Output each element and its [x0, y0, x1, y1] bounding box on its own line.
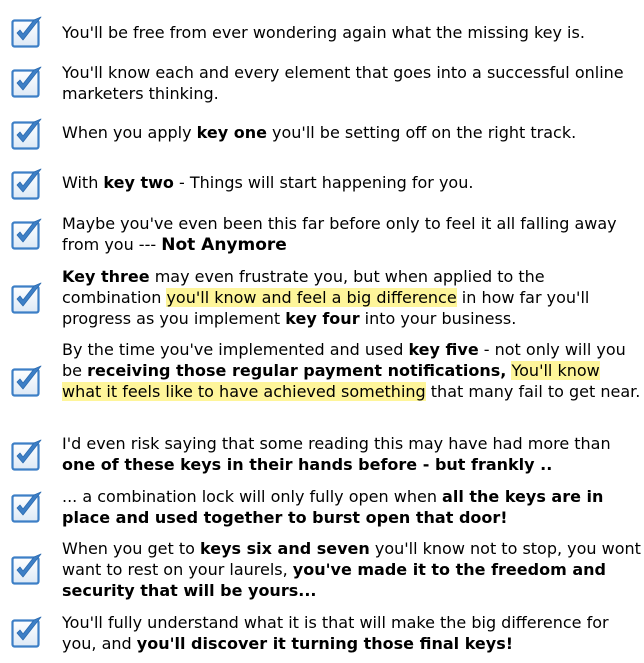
- item-text-segment: When you apply: [62, 123, 197, 142]
- checkbox-checked-icon: [10, 116, 44, 150]
- item-text: [62, 486, 642, 528]
- emphasis-text: one of these keys in their hands before - but frankly ..: [62, 455, 553, 474]
- item-text: [62, 433, 642, 475]
- item-text-segment: Maybe you've even been this far before only to feel it all falling away from you ---: [62, 214, 617, 254]
- item-text: [62, 339, 642, 402]
- checkbox-checked-icon: [10, 14, 44, 48]
- emphasis-text: key one: [196, 123, 267, 142]
- emphasis-text: you've made it to the freedom and security that will be yours...: [62, 560, 606, 600]
- item-text-segment: By the time you've implemented and used: [62, 340, 409, 359]
- item-text: [62, 538, 642, 601]
- emphasis-text: all the keys are in place and used together to burst open that door!: [62, 487, 604, 527]
- checkbox-checked-icon: [10, 363, 44, 397]
- item-text: [62, 122, 642, 143]
- item-text-segment: - Things will start happening for you.: [173, 173, 474, 192]
- item-text: [62, 612, 642, 654]
- item-text: [62, 213, 642, 256]
- emphasis-text: key four: [285, 309, 360, 328]
- checkbox-checked-icon: [10, 216, 44, 250]
- item-text: [62, 266, 642, 329]
- emphasis-text: receiving those regular payment notifications,: [87, 361, 507, 380]
- checkbox-checked-icon: [10, 64, 44, 98]
- emphasis-text: key five: [408, 340, 479, 359]
- item-text-segment: I'd even risk saying that some reading this may have had more than: [62, 434, 611, 453]
- item-text-segment: you'll be setting off on the right track.: [266, 123, 577, 142]
- item-text-segment: You'll know each and every element that goes into a successful online marketers thinking.: [62, 63, 624, 103]
- item-text-segment: You'll fully understand what it is that will make the big difference for you, and: [62, 613, 609, 653]
- emphasis-text: keys six and seven: [200, 539, 370, 558]
- item-text-segment: When you get to: [62, 539, 201, 558]
- emphasis-text: key two: [103, 173, 174, 192]
- item-text-segment: in how far you'll progress as you implement: [62, 288, 590, 328]
- emphasis-text: you'll discover it turning those final keys!: [136, 634, 514, 653]
- item-text-segment: may even frustrate you, but when applied to the combination: [62, 267, 545, 307]
- checkbox-checked-icon: [10, 614, 44, 648]
- item-text: [62, 22, 642, 43]
- highlighted-text: you'll know and feel a big difference: [166, 288, 457, 307]
- item-text: [62, 172, 642, 193]
- checkbox-checked-icon: [10, 437, 44, 471]
- item-text-segment: into your business.: [359, 309, 517, 328]
- checkbox-checked-icon: [10, 551, 44, 585]
- item-text-segment: With: [62, 173, 104, 192]
- item-text-segment: you'll know not to stop, you wont want to rest on your laurels,: [62, 539, 641, 579]
- item-text-segment: You'll be free from ever wondering again what the missing key is.: [62, 23, 585, 42]
- item-text-segment: that many fail to get near.: [425, 382, 641, 401]
- emphasis-text: Key three: [62, 267, 150, 286]
- checkbox-checked-icon: [10, 489, 44, 523]
- item-text: [62, 62, 642, 104]
- item-text-segment: - not only will you be: [62, 340, 626, 380]
- checkbox-checked-icon: [10, 280, 44, 314]
- checkbox-checked-icon: [10, 166, 44, 200]
- item-text-segment: ... a combination lock will only fully open when: [62, 487, 443, 506]
- emphasis-text: Not Anymore: [161, 235, 287, 255]
- highlighted-text: You'll know what it feels like to have achieved something: [62, 361, 600, 401]
